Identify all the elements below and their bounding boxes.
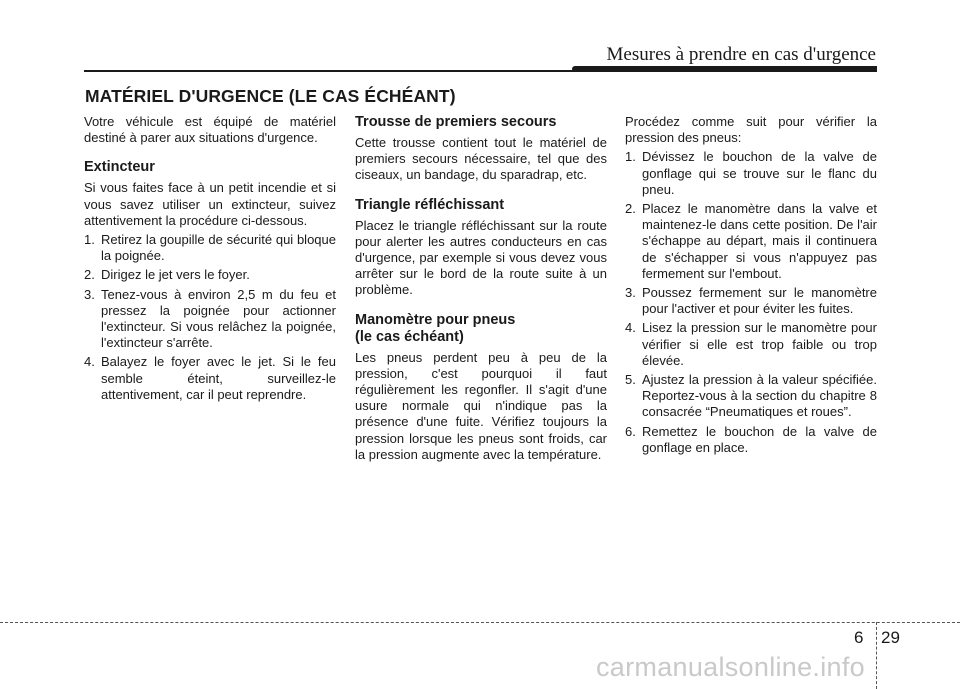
- extinguisher-heading: Extincteur: [84, 159, 155, 176]
- column-right: [625, 114, 877, 459]
- step-number: 3.: [84, 286, 95, 302]
- pressure-intro: Procédez comme suit pour vérifier la pression des pneus:: [625, 114, 877, 146]
- tire-gauge-heading: [355, 312, 607, 346]
- column-left: [84, 114, 336, 406]
- list-item: [625, 372, 877, 421]
- step-number: 4.: [625, 320, 636, 336]
- footer-divider: [0, 622, 960, 623]
- step-text: Dévissez le bouchon de la valve de gonflage qui se trouve sur le flanc du pneu.: [642, 149, 877, 197]
- step-number: 6.: [625, 423, 636, 439]
- triangle-heading: Triangle réfléchissant: [355, 196, 505, 213]
- list-item: [625, 149, 877, 198]
- step-number: 2.: [625, 201, 636, 217]
- extinguisher-steps: [84, 232, 336, 403]
- header-rule-thick: [572, 66, 877, 72]
- step-text: Ajustez la pression à la valeur spécifiée. Reportez-vous à la section du chapitre 8 consacrée “Pneumatiques et roues”.: [642, 372, 877, 420]
- column-middle: [355, 114, 607, 463]
- list-item: [84, 354, 336, 403]
- step-number: 5.: [625, 372, 636, 388]
- step-number: 1.: [625, 149, 636, 165]
- triangle-body: Placez le triangle réfléchissant sur la route pour alerter les autres conducteurs en cas d'urgence, par exemple si vous devez vous arrêter sur le bord de la route suite à un problème.: [355, 217, 607, 298]
- step-text: Placez le manomètre dans la valve et maintenez-le dans cette position. De l'air s'échappe au départ, mais il continuera de s'échapper si vous n'appuyez pas fermement sur l'embout.: [642, 201, 877, 281]
- list-item: [84, 232, 336, 264]
- step-number: 2.: [84, 267, 95, 283]
- list-item: [84, 287, 336, 352]
- page-number: 29: [881, 628, 900, 647]
- page-number-divider: [876, 622, 877, 689]
- list-item: [625, 424, 877, 456]
- step-text: Poussez fermement sur le manomètre pour l'activer et pour éviter les fuites.: [642, 285, 877, 317]
- list-item: [625, 285, 877, 317]
- list-item: [625, 320, 877, 369]
- chapter-header-title: Mesures à prendre en cas d'urgence: [606, 44, 876, 65]
- step-text: Retirez la goupille de sécurité qui bloque la poignée.: [101, 232, 336, 264]
- step-text: Tenez-vous à environ 2,5 m du feu et pressez la poignée pour actionner l'extincteur. Si vous relâchez la poignée, l'extincteur s'arrête.: [101, 286, 336, 351]
- step-text: Lisez la pression sur le manomètre pour vérifier si elle est trop faible ou trop élevée.: [642, 320, 877, 368]
- first-aid-body: Cette trousse contient tout le matériel de premiers secours nécessaire, tel que des ciseaux, un bandage, du sparadrap, etc.: [355, 135, 607, 183]
- step-number: 4.: [84, 354, 95, 370]
- step-text: Remettez le bouchon de la valve de gonflage en place.: [642, 423, 877, 455]
- first-aid-heading: Trousse de premiers secours: [355, 114, 557, 130]
- extinguisher-body: Si vous faites face à un petit incendie et si vous savez utiliser un extincteur, suivez attentivement la procédure ci-dessous.: [84, 180, 336, 228]
- list-item: [625, 201, 877, 282]
- watermark: carmanualsonline.info: [596, 652, 865, 682]
- pressure-steps: [625, 149, 877, 456]
- header-rule-thin: [84, 70, 584, 72]
- step-number: 1.: [84, 232, 95, 248]
- chapter-number: 6: [854, 628, 864, 647]
- list-item: [84, 267, 336, 283]
- step-number: 3.: [625, 285, 636, 301]
- step-text: Dirigez le jet vers le foyer.: [101, 267, 250, 283]
- tire-gauge-heading-line1: Manomètre pour pneus: [355, 311, 516, 328]
- tire-gauge-heading-line2: (le cas échéant): [355, 328, 464, 345]
- section-title: MATÉRIEL D'URGENCE (LE CAS ÉCHÉANT): [85, 86, 456, 106]
- step-text: Balayez le foyer avec le jet. Si le feu semble éteint, surveillez-le attentivement, car il peut reprendre.: [101, 354, 336, 402]
- tire-gauge-body: Les pneus perdent peu à peu de la pression, c'est pourquoi il faut régulièrement les regonfler. Il s'agit d'une usure normale qui n'indique pas la présence d'une fuite. Vérifiez toujours la pression lorsque les pneus sont froids, car la pression augmente avec la température.: [355, 349, 607, 462]
- intro-paragraph: Votre véhicule est équipé de matériel destiné à parer aux situations d'urgence.: [84, 114, 336, 146]
